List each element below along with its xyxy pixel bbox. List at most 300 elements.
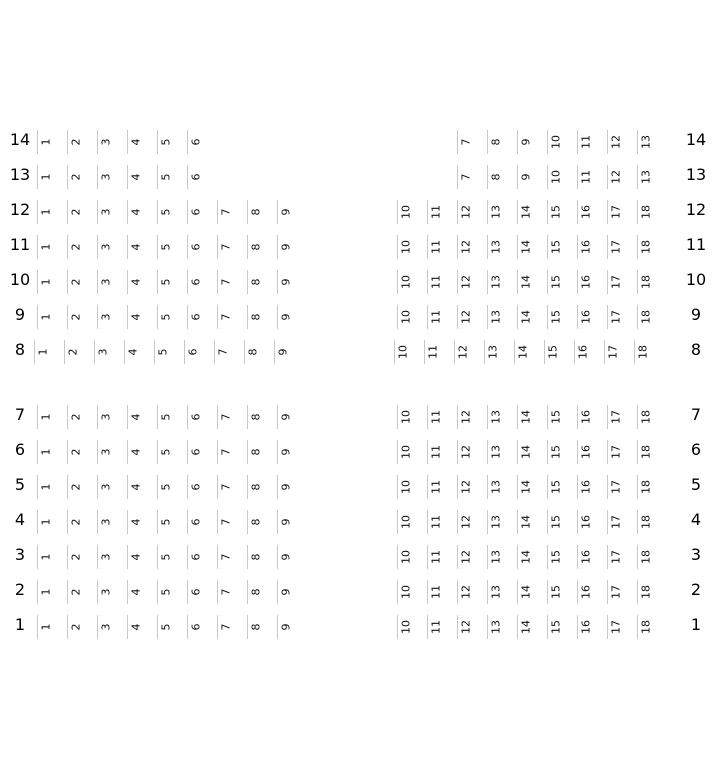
seat[interactable] bbox=[37, 200, 53, 224]
seat[interactable] bbox=[127, 235, 143, 259]
seat[interactable] bbox=[394, 340, 410, 364]
seat[interactable] bbox=[247, 510, 263, 534]
seat[interactable] bbox=[607, 440, 623, 464]
seat[interactable] bbox=[397, 440, 413, 464]
seat[interactable] bbox=[547, 270, 563, 294]
seat[interactable] bbox=[37, 165, 53, 189]
seat[interactable] bbox=[457, 305, 473, 329]
seat[interactable] bbox=[184, 340, 200, 364]
seat[interactable] bbox=[127, 405, 143, 429]
seat[interactable] bbox=[67, 305, 83, 329]
seat-number: 11 bbox=[429, 410, 442, 424]
seat-number: 8 bbox=[249, 243, 262, 251]
seat[interactable] bbox=[187, 440, 203, 464]
seat[interactable] bbox=[244, 340, 260, 364]
seat[interactable] bbox=[427, 580, 443, 604]
seat[interactable] bbox=[487, 270, 503, 294]
seat-number: 7 bbox=[219, 243, 232, 251]
seat-number: 15 bbox=[549, 515, 562, 529]
seat[interactable] bbox=[517, 510, 533, 534]
seat[interactable] bbox=[607, 405, 623, 429]
seat[interactable] bbox=[397, 235, 413, 259]
seat[interactable] bbox=[637, 235, 653, 259]
seat-number: 17 bbox=[609, 310, 622, 324]
seat[interactable] bbox=[577, 305, 593, 329]
seat[interactable] bbox=[277, 200, 293, 224]
seat[interactable] bbox=[637, 165, 653, 189]
seat[interactable] bbox=[37, 270, 53, 294]
seat[interactable] bbox=[157, 440, 173, 464]
seat[interactable] bbox=[547, 235, 563, 259]
seat[interactable] bbox=[427, 405, 443, 429]
seat[interactable] bbox=[607, 615, 623, 639]
seat[interactable] bbox=[427, 545, 443, 569]
seat[interactable] bbox=[577, 165, 593, 189]
seat[interactable] bbox=[457, 200, 473, 224]
seat-number: 10 bbox=[549, 135, 562, 149]
seat[interactable] bbox=[277, 235, 293, 259]
seat[interactable] bbox=[457, 545, 473, 569]
seat[interactable] bbox=[427, 270, 443, 294]
seat[interactable] bbox=[247, 270, 263, 294]
seat[interactable] bbox=[157, 130, 173, 154]
seat[interactable] bbox=[637, 545, 653, 569]
seat[interactable] bbox=[217, 545, 233, 569]
seat-number: 2 bbox=[69, 243, 82, 251]
seat[interactable] bbox=[127, 580, 143, 604]
seat[interactable] bbox=[247, 580, 263, 604]
seat[interactable] bbox=[127, 440, 143, 464]
seat[interactable] bbox=[217, 235, 233, 259]
seat[interactable] bbox=[457, 475, 473, 499]
seat[interactable] bbox=[607, 510, 623, 534]
seat[interactable] bbox=[487, 235, 503, 259]
seat[interactable] bbox=[154, 340, 170, 364]
seat[interactable] bbox=[127, 615, 143, 639]
seat[interactable] bbox=[457, 510, 473, 534]
seat[interactable] bbox=[604, 340, 620, 364]
seat[interactable] bbox=[97, 130, 113, 154]
seat-number: 4 bbox=[129, 588, 142, 596]
seat[interactable] bbox=[157, 200, 173, 224]
seat[interactable] bbox=[217, 440, 233, 464]
seat[interactable] bbox=[97, 165, 113, 189]
seat[interactable] bbox=[457, 270, 473, 294]
seat[interactable] bbox=[547, 440, 563, 464]
seat-number: 1 bbox=[39, 623, 52, 631]
seat[interactable] bbox=[67, 270, 83, 294]
seat[interactable] bbox=[427, 440, 443, 464]
seat[interactable] bbox=[64, 340, 80, 364]
seat[interactable] bbox=[37, 475, 53, 499]
seat[interactable] bbox=[544, 340, 560, 364]
seat[interactable] bbox=[517, 235, 533, 259]
seat[interactable] bbox=[277, 305, 293, 329]
seat[interactable] bbox=[517, 270, 533, 294]
seat[interactable] bbox=[277, 405, 293, 429]
seat[interactable] bbox=[517, 405, 533, 429]
seat[interactable] bbox=[37, 615, 53, 639]
seat[interactable] bbox=[547, 510, 563, 534]
seat[interactable] bbox=[157, 615, 173, 639]
seat[interactable] bbox=[247, 200, 263, 224]
seat[interactable] bbox=[457, 440, 473, 464]
seat-number: 12 bbox=[459, 410, 472, 424]
seat[interactable] bbox=[67, 200, 83, 224]
seat[interactable] bbox=[574, 340, 590, 364]
seat[interactable] bbox=[607, 545, 623, 569]
seat[interactable] bbox=[127, 510, 143, 534]
seat[interactable] bbox=[97, 510, 113, 534]
seat[interactable] bbox=[397, 545, 413, 569]
seat[interactable] bbox=[547, 165, 563, 189]
seat-number: 11 bbox=[429, 515, 442, 529]
seat[interactable] bbox=[97, 305, 113, 329]
seat[interactable] bbox=[457, 615, 473, 639]
seat[interactable] bbox=[487, 440, 503, 464]
seat[interactable] bbox=[247, 235, 263, 259]
seat[interactable] bbox=[487, 405, 503, 429]
seat[interactable] bbox=[277, 440, 293, 464]
seat[interactable] bbox=[37, 305, 53, 329]
seat[interactable] bbox=[37, 545, 53, 569]
seat-number: 11 bbox=[429, 445, 442, 459]
seat[interactable] bbox=[67, 440, 83, 464]
seat[interactable] bbox=[277, 615, 293, 639]
seat[interactable] bbox=[607, 165, 623, 189]
seat[interactable] bbox=[217, 475, 233, 499]
seat[interactable] bbox=[187, 580, 203, 604]
seat[interactable] bbox=[67, 510, 83, 534]
seat[interactable] bbox=[487, 615, 503, 639]
seat-number: 11 bbox=[429, 620, 442, 634]
seat[interactable] bbox=[577, 270, 593, 294]
seat-number: 9 bbox=[519, 173, 532, 181]
seat[interactable] bbox=[397, 405, 413, 429]
seat[interactable] bbox=[577, 580, 593, 604]
seat[interactable] bbox=[94, 340, 110, 364]
seat[interactable] bbox=[37, 440, 53, 464]
seat[interactable] bbox=[577, 130, 593, 154]
seat[interactable] bbox=[97, 235, 113, 259]
seat[interactable] bbox=[217, 615, 233, 639]
seat[interactable] bbox=[637, 270, 653, 294]
seat-number: 5 bbox=[159, 413, 172, 421]
seat[interactable] bbox=[67, 130, 83, 154]
seat[interactable] bbox=[187, 615, 203, 639]
seat-number: 4 bbox=[129, 278, 142, 286]
seat[interactable] bbox=[577, 510, 593, 534]
seat-number: 2 bbox=[69, 553, 82, 561]
seat[interactable] bbox=[37, 580, 53, 604]
seat[interactable] bbox=[247, 475, 263, 499]
seat[interactable] bbox=[637, 200, 653, 224]
seat[interactable] bbox=[427, 235, 443, 259]
seat[interactable] bbox=[457, 165, 473, 189]
seat[interactable] bbox=[547, 615, 563, 639]
seat[interactable] bbox=[277, 510, 293, 534]
seat[interactable] bbox=[127, 475, 143, 499]
seat[interactable] bbox=[607, 475, 623, 499]
seat[interactable] bbox=[517, 200, 533, 224]
seat[interactable] bbox=[187, 165, 203, 189]
seat[interactable] bbox=[487, 130, 503, 154]
seat[interactable] bbox=[274, 340, 290, 364]
seat[interactable] bbox=[217, 200, 233, 224]
seat[interactable] bbox=[97, 615, 113, 639]
seat[interactable] bbox=[217, 270, 233, 294]
seat[interactable] bbox=[637, 405, 653, 429]
seat[interactable] bbox=[397, 270, 413, 294]
seat[interactable] bbox=[397, 580, 413, 604]
seat[interactable] bbox=[247, 440, 263, 464]
seat[interactable] bbox=[157, 475, 173, 499]
seat[interactable] bbox=[217, 305, 233, 329]
seat[interactable] bbox=[157, 305, 173, 329]
seat-number: 8 bbox=[249, 448, 262, 456]
seat[interactable] bbox=[157, 235, 173, 259]
seat-number: 13 bbox=[489, 275, 502, 289]
seat[interactable] bbox=[127, 130, 143, 154]
seat[interactable] bbox=[484, 340, 500, 364]
seat[interactable] bbox=[277, 580, 293, 604]
seat-number: 10 bbox=[399, 445, 412, 459]
seat[interactable] bbox=[187, 200, 203, 224]
seat-number: 12 bbox=[459, 550, 472, 564]
seat[interactable] bbox=[607, 270, 623, 294]
seat-number: 11 bbox=[429, 240, 442, 254]
seat[interactable] bbox=[397, 615, 413, 639]
seat[interactable] bbox=[214, 340, 230, 364]
seat[interactable] bbox=[424, 340, 440, 364]
seat[interactable] bbox=[577, 615, 593, 639]
seat[interactable] bbox=[187, 305, 203, 329]
seat[interactable] bbox=[124, 340, 140, 364]
seat[interactable] bbox=[487, 200, 503, 224]
row-label-left: 1 bbox=[14, 615, 26, 634]
seat[interactable] bbox=[427, 305, 443, 329]
seat[interactable] bbox=[277, 475, 293, 499]
seat-number: 3 bbox=[99, 448, 112, 456]
seat[interactable] bbox=[487, 545, 503, 569]
seat[interactable] bbox=[607, 305, 623, 329]
seat[interactable] bbox=[637, 130, 653, 154]
seat[interactable] bbox=[517, 130, 533, 154]
seat-number: 5 bbox=[159, 173, 172, 181]
seat[interactable] bbox=[547, 580, 563, 604]
seat-number: 6 bbox=[189, 173, 202, 181]
row-label-left: 3 bbox=[14, 545, 26, 564]
seat[interactable] bbox=[637, 305, 653, 329]
seat[interactable] bbox=[577, 475, 593, 499]
seat-number: 15 bbox=[549, 310, 562, 324]
seat[interactable] bbox=[67, 580, 83, 604]
seat[interactable] bbox=[607, 130, 623, 154]
seat-number: 8 bbox=[249, 413, 262, 421]
seat[interactable] bbox=[157, 510, 173, 534]
seat[interactable] bbox=[547, 305, 563, 329]
seat[interactable] bbox=[547, 200, 563, 224]
seat[interactable] bbox=[127, 305, 143, 329]
seat-number: 10 bbox=[399, 310, 412, 324]
seat[interactable] bbox=[454, 340, 470, 364]
row-label-left: 4 bbox=[14, 510, 26, 529]
seat[interactable] bbox=[514, 340, 530, 364]
seat[interactable] bbox=[457, 235, 473, 259]
seat[interactable] bbox=[457, 580, 473, 604]
row-label-right: 13 bbox=[685, 165, 707, 184]
seat[interactable] bbox=[157, 405, 173, 429]
seat[interactable] bbox=[517, 545, 533, 569]
seat[interactable] bbox=[517, 615, 533, 639]
seat[interactable] bbox=[637, 615, 653, 639]
seat[interactable] bbox=[607, 580, 623, 604]
seat[interactable] bbox=[97, 440, 113, 464]
seat-number: 7 bbox=[219, 208, 232, 216]
seat[interactable] bbox=[517, 305, 533, 329]
seat-number: 6 bbox=[189, 553, 202, 561]
seat[interactable] bbox=[487, 580, 503, 604]
seat[interactable] bbox=[67, 615, 83, 639]
seat[interactable] bbox=[37, 235, 53, 259]
seat[interactable] bbox=[247, 545, 263, 569]
seat[interactable] bbox=[577, 200, 593, 224]
seat[interactable] bbox=[547, 475, 563, 499]
seat[interactable] bbox=[67, 545, 83, 569]
seat[interactable] bbox=[187, 510, 203, 534]
seat-number: 11 bbox=[426, 345, 439, 359]
seat[interactable] bbox=[487, 475, 503, 499]
seat[interactable] bbox=[577, 235, 593, 259]
seat[interactable] bbox=[247, 405, 263, 429]
seat[interactable] bbox=[97, 270, 113, 294]
seat[interactable] bbox=[547, 405, 563, 429]
seat[interactable] bbox=[187, 405, 203, 429]
seat-number: 15 bbox=[549, 205, 562, 219]
seat[interactable] bbox=[457, 405, 473, 429]
seat[interactable] bbox=[427, 615, 443, 639]
seat[interactable] bbox=[397, 305, 413, 329]
seat[interactable] bbox=[37, 130, 53, 154]
seat[interactable] bbox=[487, 165, 503, 189]
seat-number: 2 bbox=[69, 313, 82, 321]
seat[interactable] bbox=[157, 580, 173, 604]
seat[interactable] bbox=[607, 235, 623, 259]
seat[interactable] bbox=[547, 130, 563, 154]
seat[interactable] bbox=[187, 235, 203, 259]
seat-number: 2 bbox=[69, 588, 82, 596]
seat-number: 3 bbox=[99, 243, 112, 251]
seat[interactable] bbox=[127, 165, 143, 189]
seat-number: 17 bbox=[609, 275, 622, 289]
seat[interactable] bbox=[34, 340, 50, 364]
seat[interactable] bbox=[277, 545, 293, 569]
seat[interactable] bbox=[427, 475, 443, 499]
seat[interactable] bbox=[157, 270, 173, 294]
seat-number: 8 bbox=[249, 208, 262, 216]
seat[interactable] bbox=[217, 580, 233, 604]
seat-number: 9 bbox=[279, 448, 292, 456]
seat[interactable] bbox=[427, 510, 443, 534]
seat-number: 7 bbox=[219, 413, 232, 421]
seat[interactable] bbox=[37, 405, 53, 429]
seat[interactable] bbox=[517, 475, 533, 499]
row-label-right: 12 bbox=[685, 200, 707, 219]
seat[interactable] bbox=[217, 405, 233, 429]
seat[interactable] bbox=[67, 235, 83, 259]
seat[interactable] bbox=[157, 545, 173, 569]
seat[interactable] bbox=[487, 510, 503, 534]
seat[interactable] bbox=[577, 440, 593, 464]
seat-number: 12 bbox=[459, 515, 472, 529]
seat-number: 3 bbox=[99, 278, 112, 286]
seat-number: 10 bbox=[396, 345, 409, 359]
seat-number: 13 bbox=[489, 205, 502, 219]
seat[interactable] bbox=[67, 475, 83, 499]
seat[interactable] bbox=[127, 200, 143, 224]
seat[interactable] bbox=[97, 475, 113, 499]
seat[interactable] bbox=[517, 165, 533, 189]
seat[interactable] bbox=[397, 200, 413, 224]
seat[interactable] bbox=[127, 270, 143, 294]
seat[interactable] bbox=[97, 200, 113, 224]
seat[interactable] bbox=[37, 510, 53, 534]
seat[interactable] bbox=[247, 615, 263, 639]
seat[interactable] bbox=[277, 270, 293, 294]
seat[interactable] bbox=[637, 475, 653, 499]
seat-number: 17 bbox=[609, 620, 622, 634]
seat[interactable] bbox=[187, 270, 203, 294]
seat[interactable] bbox=[187, 130, 203, 154]
seat[interactable] bbox=[607, 200, 623, 224]
seat[interactable] bbox=[637, 440, 653, 464]
seat[interactable] bbox=[637, 510, 653, 534]
row-label-left: 2 bbox=[14, 580, 26, 599]
seat[interactable] bbox=[577, 545, 593, 569]
seat[interactable] bbox=[517, 440, 533, 464]
seat[interactable] bbox=[427, 200, 443, 224]
seat[interactable] bbox=[127, 545, 143, 569]
seat[interactable] bbox=[577, 405, 593, 429]
seat[interactable] bbox=[457, 130, 473, 154]
seat[interactable] bbox=[187, 475, 203, 499]
seat[interactable] bbox=[397, 510, 413, 534]
seat-number: 11 bbox=[429, 585, 442, 599]
seat[interactable] bbox=[67, 405, 83, 429]
seat[interactable] bbox=[547, 545, 563, 569]
seat[interactable] bbox=[67, 165, 83, 189]
seat-number: 1 bbox=[39, 173, 52, 181]
seat-number: 16 bbox=[579, 410, 592, 424]
seat[interactable] bbox=[187, 545, 203, 569]
seat-number: 15 bbox=[549, 240, 562, 254]
seat[interactable] bbox=[97, 545, 113, 569]
seat[interactable] bbox=[247, 305, 263, 329]
seat[interactable] bbox=[97, 405, 113, 429]
seat[interactable] bbox=[157, 165, 173, 189]
seat[interactable] bbox=[487, 305, 503, 329]
seat[interactable] bbox=[634, 340, 650, 364]
seat[interactable] bbox=[97, 580, 113, 604]
seat-number: 14 bbox=[519, 480, 532, 494]
seat-number: 6 bbox=[186, 348, 199, 356]
seat[interactable] bbox=[637, 580, 653, 604]
seat[interactable] bbox=[517, 580, 533, 604]
row-label-right: 8 bbox=[690, 340, 702, 359]
seat[interactable] bbox=[217, 510, 233, 534]
seat-number: 14 bbox=[519, 310, 532, 324]
seat[interactable] bbox=[397, 475, 413, 499]
